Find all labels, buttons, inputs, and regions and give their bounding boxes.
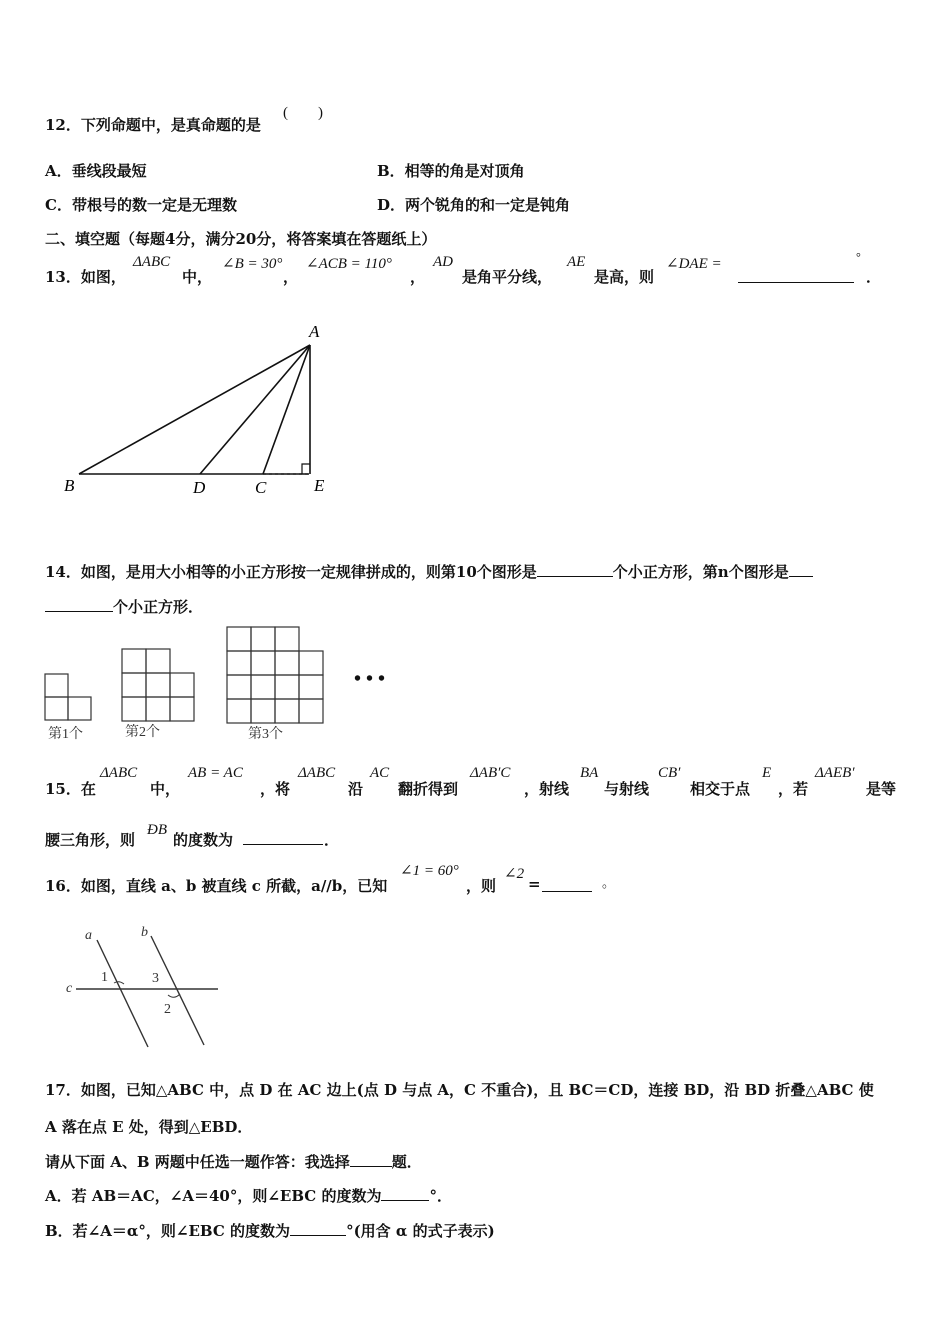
p3-square xyxy=(227,651,251,675)
q13-lead: 13．如图， xyxy=(45,268,126,286)
p2-square xyxy=(122,697,146,721)
q13-math-ae: AE xyxy=(567,254,586,270)
p3-square xyxy=(275,699,299,723)
q13-text-3: ， xyxy=(410,268,426,286)
p2-square xyxy=(170,697,194,721)
q13-text-1: 中， xyxy=(182,268,213,286)
q15-text-8: ，若 xyxy=(778,780,809,798)
label-1: 1 xyxy=(101,970,108,985)
p3-square xyxy=(227,627,251,651)
caption-1: 第1个 xyxy=(48,727,83,742)
p3-square xyxy=(251,675,275,699)
line-a xyxy=(97,940,148,1047)
q16-parallel-lines-figure xyxy=(62,922,232,1052)
q17-line-a-text: A．若 AB＝AC，∠A＝40°，则∠EBC 的度数为 xyxy=(45,1187,382,1205)
right-angle-mark xyxy=(302,464,310,474)
q16-lead: 16．如图，直线 a、b 被直线 c 所截，a//b，已知 xyxy=(45,877,388,895)
pattern-1 xyxy=(45,674,91,720)
q13-text-4: 是角平分线， xyxy=(462,268,553,286)
q17-line3-a: 请从下面 A、B 两题中任选一题作答：我选择 xyxy=(45,1153,350,1171)
label-e: E xyxy=(314,476,325,495)
q16-math-angle1: ∠1 = 60° xyxy=(400,863,459,879)
q17-line3-b: 题． xyxy=(391,1153,422,1171)
q17-line2: A 落在点 E 处，得到△EBD． xyxy=(45,1118,253,1136)
q17-line-b-text: B．若∠A＝α°，则∠EBC 的度数为 xyxy=(45,1222,291,1240)
pattern-3 xyxy=(227,627,323,723)
q13-text-2: ， xyxy=(283,268,299,286)
q12-option-b: B．相等的角是对顶角 xyxy=(377,162,525,180)
label-b: B xyxy=(64,476,75,495)
pattern-2 xyxy=(122,649,194,721)
q13-math-angle-dae: ∠DAE = xyxy=(666,256,722,272)
q12-option-a: A．垂线段最短 xyxy=(45,162,147,180)
q15-text-9: 是等 xyxy=(866,780,897,798)
q16-text-2: = xyxy=(528,875,541,893)
q15-math-abc-2: ΔABC xyxy=(298,765,336,781)
label-d: D xyxy=(193,478,206,497)
q12-option-c: C．带根号的数一定是无理数 xyxy=(45,196,237,214)
p1-square xyxy=(45,674,68,697)
q17-line3 xyxy=(45,1151,422,1172)
q15-answer-blank[interactable] xyxy=(243,830,323,845)
q15-text-3: 沿 xyxy=(348,780,364,798)
q17-line-b-end: °(用含 α 的式子表示) xyxy=(346,1222,495,1240)
q15-text-2: ，将 xyxy=(260,780,291,798)
q15-math-abc: ΔABC xyxy=(100,765,138,781)
q13-text-5: 是高，则 xyxy=(594,268,655,286)
q16-math-angle2: ∠2 xyxy=(504,866,525,882)
angle-1-arc xyxy=(114,982,124,984)
q17-line-b xyxy=(45,1220,495,1241)
q14-num10: 10 xyxy=(455,563,477,581)
q17-line1: 17．如图，已知△ABC 中，点 D 在 AC 边上(点 D 与点 A，C 不重合)，且 BC＝CD，连接 BD，沿 BD 折叠△ABC 使 xyxy=(45,1081,874,1099)
label-a: A xyxy=(309,322,320,341)
label-3: 3 xyxy=(152,971,159,986)
q15-line2-a: 腰三角形，则 xyxy=(45,831,136,849)
p2-square xyxy=(146,697,170,721)
label-c: C xyxy=(255,478,267,497)
q13-math-angle-acb: ∠ACB = 110° xyxy=(306,256,392,272)
q15-math-e: E xyxy=(762,765,772,781)
q13-degree: ° xyxy=(856,250,861,264)
p1-square xyxy=(45,697,68,720)
q17-line-a xyxy=(45,1185,452,1206)
p3-square xyxy=(251,699,275,723)
q15-math-ac: AC xyxy=(370,765,390,781)
q14-blank-1[interactable] xyxy=(537,562,613,577)
q13-math-ad: AD xyxy=(433,254,453,270)
p3-square xyxy=(227,699,251,723)
q12-stem: 12．下列命题中，是真命题的是 xyxy=(45,116,261,134)
q13-end: ． xyxy=(866,268,882,286)
q14-pattern-figure xyxy=(42,624,422,746)
label-b: b xyxy=(141,925,148,940)
q15-text-7: 相交于点 xyxy=(690,780,751,798)
q14-blank-2a[interactable] xyxy=(789,562,813,577)
caption-3: 第3个 xyxy=(248,727,283,742)
continuation-dots: • • • xyxy=(354,668,386,690)
q13-answer-blank[interactable] xyxy=(738,268,854,283)
label-2: 2 xyxy=(164,1002,171,1017)
q14-line2 xyxy=(45,596,203,617)
p3-square xyxy=(227,675,251,699)
p3-square xyxy=(251,627,275,651)
q12-option-d: D．两个锐角的和一定是钝角 xyxy=(377,196,571,214)
q15-math-abprime-c: ΔAB′C xyxy=(470,765,511,781)
q17-choice-blank[interactable] xyxy=(350,1152,392,1167)
label-c: c xyxy=(66,981,73,996)
q13-triangle-figure xyxy=(55,318,345,503)
q14-line1 xyxy=(45,561,813,582)
p2-square xyxy=(122,649,146,673)
q16-text-1: ，则 xyxy=(466,877,497,895)
section-2-heading: 二、填空题（每题4分，满分20分，将答案填在答题纸上） xyxy=(45,230,437,248)
angle-2-arc xyxy=(168,994,180,997)
q14-text-a: 14．如图，是用大小相等的小正方形按一定规律拼成的，则第 xyxy=(45,563,456,581)
q17-blank-b[interactable] xyxy=(290,1221,346,1236)
p3-square xyxy=(299,699,323,723)
side-ac xyxy=(263,345,310,474)
p3-square xyxy=(251,651,275,675)
label-a: a xyxy=(85,928,92,943)
q14-n: n xyxy=(717,563,729,581)
q15-text-4: 翻折得到 xyxy=(398,780,459,798)
q15-math-ba: BA xyxy=(580,765,599,781)
q15-math-ab-ac: AB = AC xyxy=(188,765,243,781)
q14-text-c: 个小正方形，第 xyxy=(612,563,718,581)
side-ab xyxy=(79,345,310,474)
q15-text-6: 与射线 xyxy=(604,780,650,798)
p3-square xyxy=(275,651,299,675)
q15-line2-b: 的度数为 xyxy=(173,831,234,849)
q15-end: ． xyxy=(324,831,340,849)
q17-blank-a[interactable] xyxy=(381,1186,429,1201)
q15-math-cbprime: CB′ xyxy=(658,765,681,781)
q14-text-d: 个图形是 xyxy=(728,563,789,581)
q15-lead: 15．在 xyxy=(45,780,96,798)
q16-answer-blank[interactable] xyxy=(542,877,592,892)
p3-square xyxy=(275,675,299,699)
q15-text-1: 中， xyxy=(150,780,181,798)
q15-text-5: ，射线 xyxy=(524,780,570,798)
q16-end: 。 xyxy=(602,876,616,891)
p2-square xyxy=(122,673,146,697)
p3-square xyxy=(299,675,323,699)
q12-paren: ( ) xyxy=(283,105,323,121)
q13-math-abc: ΔABC xyxy=(133,254,171,270)
p2-square xyxy=(170,673,194,697)
p1-square xyxy=(68,697,91,720)
q13-math-angle-b: ∠B = 30° xyxy=(222,256,283,272)
line-b xyxy=(151,936,204,1045)
bisector-ad xyxy=(200,345,310,474)
q14-blank-2b[interactable] xyxy=(45,597,113,612)
q15-math-aebprime: ΔAEB′ xyxy=(815,765,855,781)
p2-square xyxy=(146,649,170,673)
p2-square xyxy=(146,673,170,697)
q15-math-angle-b: ÐB xyxy=(147,822,167,838)
q14-text-b: 个图形是 xyxy=(476,563,537,581)
p3-square xyxy=(299,651,323,675)
q14-text-line2: 个小正方形． xyxy=(113,598,204,616)
q17-line-a-end: °． xyxy=(429,1187,452,1205)
p3-square xyxy=(275,627,299,651)
caption-2: 第2个 xyxy=(125,725,160,740)
